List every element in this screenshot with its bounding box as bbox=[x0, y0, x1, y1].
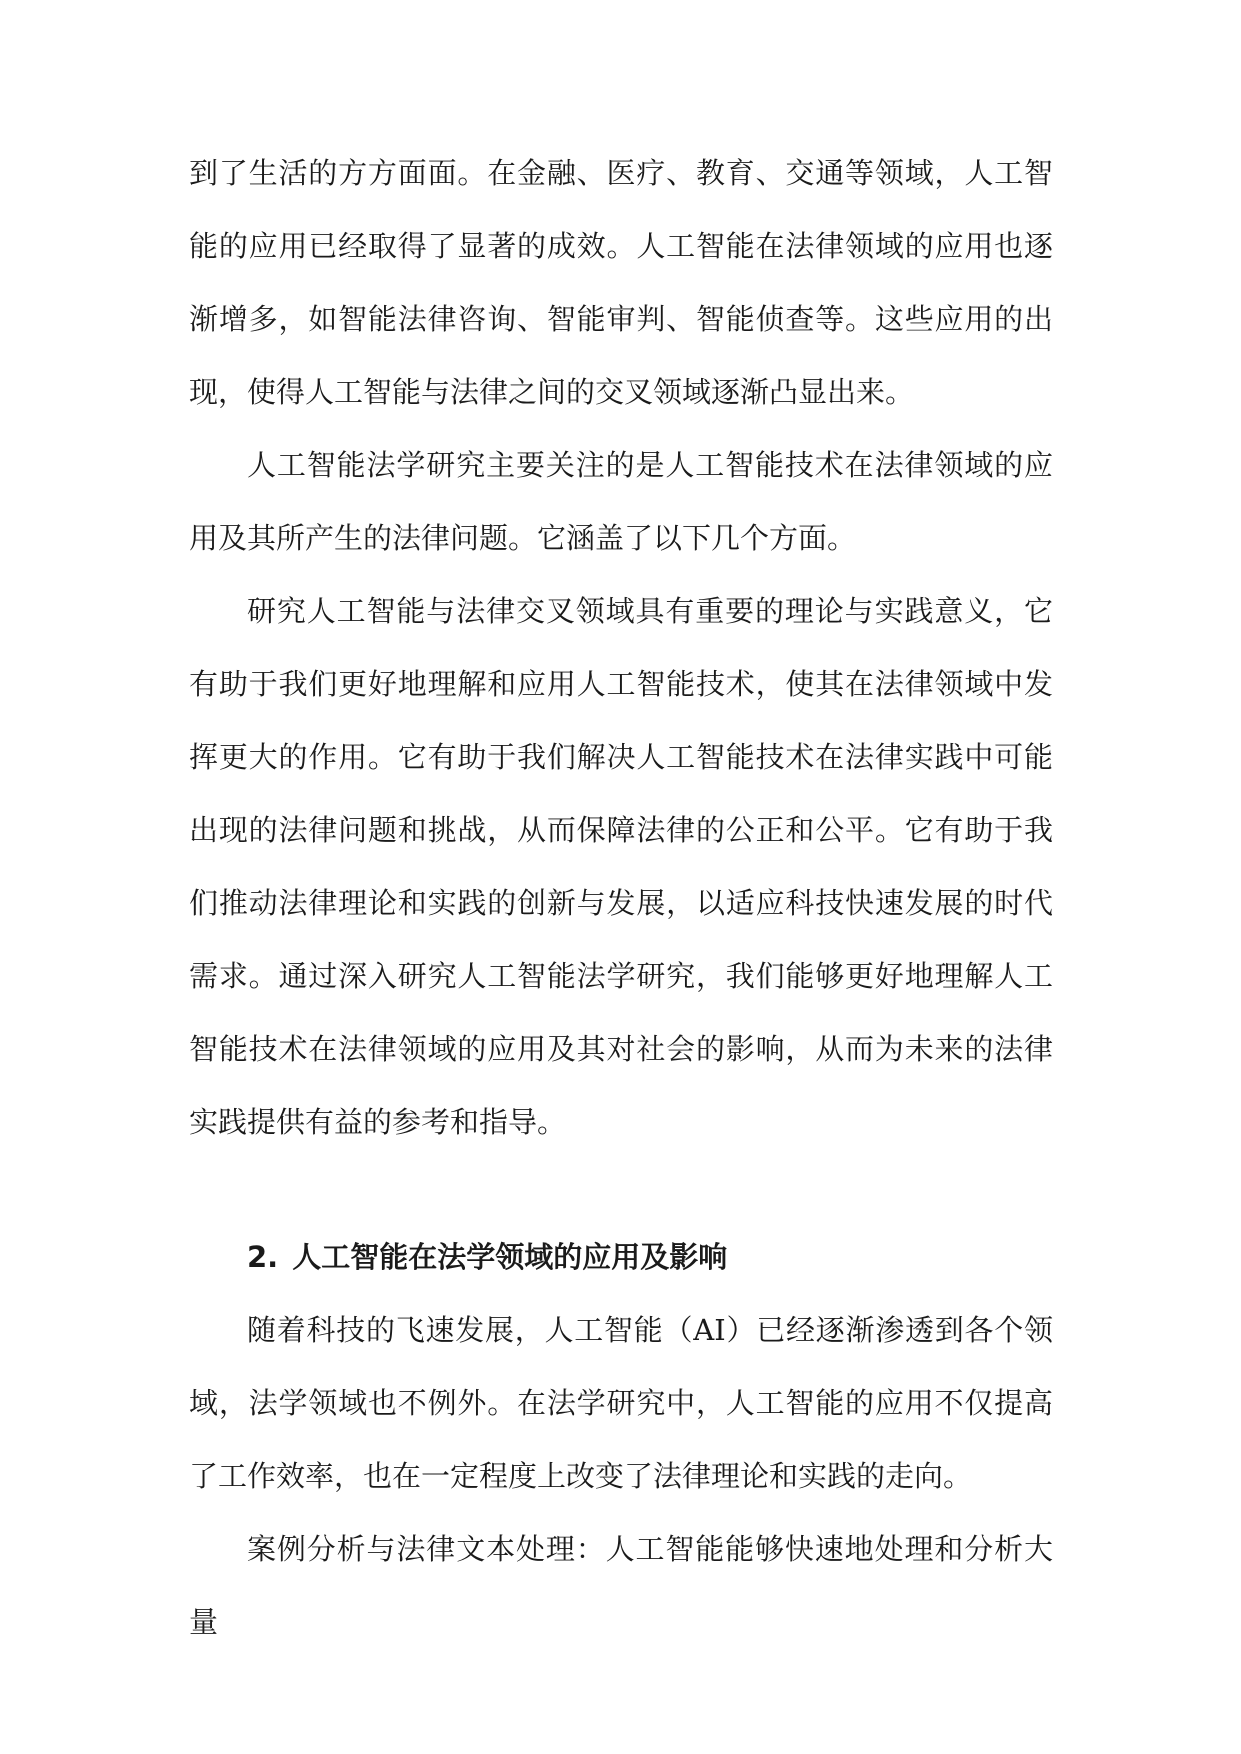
paragraph-2: 人工智能法学研究主要关注的是人工智能技术在法律领域的应用及其所产生的法律问题。它涵盖了以下几个方面。 bbox=[189, 448, 1053, 555]
paragraph-5: 案例分析与法律文本处理：人工智能能够快速地处理和分析大量 bbox=[189, 1532, 1053, 1639]
section-title: 人工智能在法学领域的应用及影响 bbox=[292, 1240, 728, 1274]
section-heading bbox=[189, 1221, 1053, 1294]
paragraph-3: 研究人工智能与法律交叉领域具有重要的理论与实践意义，它有助于我们更好地理解和应用人工智能技术，使其在法律领域中发挥更大的作用。它有助于我们解决人工智能技术在法律实践中可能出现的法律问题和挑战，从而保障法律的公正和公平。它有助于我们推动法律理论和实践的创新与发展，以适应科技快速发展的时代需求。通过深入研究人工智能法学研究，我们能够更好地理解人工智能技术在法律领域的应用及其对社会的影响，从而为未来的法律实践提供有益的参考和指导。 bbox=[189, 594, 1053, 1139]
paragraph-1: 到了生活的方方面面。在金融、医疗、教育、交通等领域，人工智能的应用已经取得了显著的成效。人工智能在法律领域的应用也逐渐增多，如智能法律咨询、智能审判、智能侦查等。这些应用的出现，使得人工智能与法律之间的交叉领域逐渐凸显出来。 bbox=[189, 156, 1053, 409]
section-number: 2. bbox=[247, 1240, 279, 1274]
paragraph-4: 随着科技的飞速发展，人工智能（AI）已经逐渐渗透到各个领域，法学领域也不例外。在法学研究中，人工智能的应用不仅提高了工作效率，也在一定程度上改变了法律理论和实践的走向。 bbox=[189, 1313, 1053, 1493]
document-body bbox=[189, 137, 1053, 1659]
